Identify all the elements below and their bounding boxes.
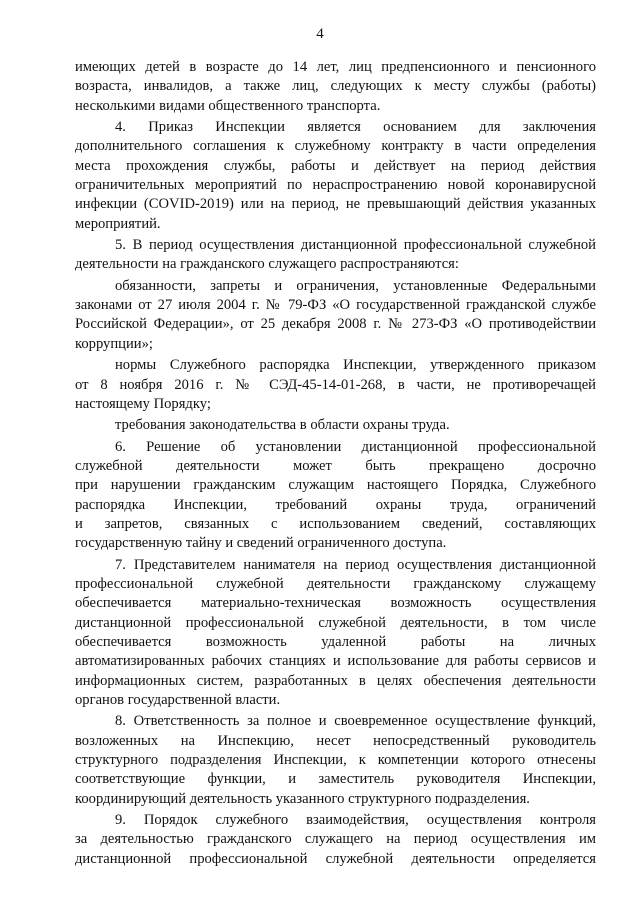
paragraph-line: 5. В период осуществления дистанционной профессиональной служебной — [115, 237, 596, 254]
paragraph-line: 6. Решение об установлении дистанционной профессиональной — [115, 438, 596, 455]
paragraph-line: возраста, инвалидов, а также лиц, следующих к месту службы (работы) — [75, 78, 596, 95]
paragraph-line: 4. Приказ Инспекции является основанием для заключения — [115, 119, 596, 136]
paragraph-line: инфекции (COVID-2019) или на период, не превышающий действия указанных — [75, 196, 596, 213]
paragraph-line: соответствующие функции, и заместитель руководителя Инспекции, — [75, 771, 596, 788]
paragraph-line: от 8 ноября 2016 г. № СЭД-45-14-01-268, в части, не противоречащей — [75, 376, 596, 393]
paragraph-line: при нарушении гражданским служащим настоящего Порядка, Служебного — [75, 477, 596, 494]
paragraph-line: государственную тайну и сведений ограниченного доступа. — [75, 535, 447, 552]
paragraph-line: профессиональной служебной деятельности гражданскому служащему — [75, 575, 596, 592]
paragraph-line: требования законодательства в области охраны труда. — [115, 417, 450, 434]
paragraph-line: органов государственной власти. — [75, 692, 281, 708]
paragraph-line: структурного подразделения Инспекции, к компетенции которого отнесены — [75, 752, 596, 769]
paragraph-line: координирующий деятельность указанного структурного подразделения. — [75, 790, 530, 807]
paragraph-line: законами от 27 июля 2004 г. № 79-ФЗ «О государственной гражданской службе — [75, 297, 596, 314]
paragraph-line: Российской Федерации», от 25 декабря 2008 г. № 273-ФЗ «О противодействии — [75, 316, 596, 333]
paragraph-line: дистанционной профессиональной служебной деятельности, в том числе — [75, 614, 596, 631]
paragraph-line: деятельности на гражданского служащего распространяются: — [75, 256, 459, 273]
paragraph-line: обеспечивается возможность удаленной работы на личных — [75, 633, 596, 650]
document-body — [75, 58, 596, 869]
page-number: 4 — [316, 26, 324, 42]
paragraph-line: служебной деятельности может быть прекращено досрочно — [75, 457, 596, 474]
paragraph-line: настоящему Порядку; — [75, 395, 211, 412]
paragraph-line: места прохождения службы, работы и действует на период действия — [75, 157, 596, 174]
paragraph-line: за деятельностью гражданского служащего на период осуществления им — [75, 831, 596, 848]
paragraph-line: распорядка Инспекции, требований охраны труда, ограничений — [75, 496, 596, 513]
paragraph-line: ограничительных мероприятий по нераспространению новой коронавирусной — [75, 177, 596, 194]
paragraph-line: дистанционной профессиональной служебной деятельности определяется — [75, 850, 596, 867]
paragraph-line: несколькими видами общественного транспорта. — [75, 97, 381, 114]
paragraph-line: нормы Служебного распорядка Инспекции, утвержденного приказом — [115, 357, 596, 374]
paragraph-line: 7. Представителем нанимателя на период осуществления дистанционной — [115, 556, 596, 573]
paragraph-line: возложенных на Инспекцию, несет непосредственный руководитель — [75, 732, 596, 749]
paragraph-line: обязанности, запреты и ограничения, установленные Федеральными — [115, 277, 596, 294]
paragraph-line: коррупции»; — [75, 335, 153, 352]
paragraph-line: обеспечивается материально-техническая возможность осуществления — [75, 595, 596, 612]
paragraph-line: мероприятий. — [75, 215, 161, 232]
paragraph-line: автоматизированных рабочих станциях и использование для работы сервисов и — [75, 653, 596, 670]
paragraph-line: и запретов, связанных с использованием сведений, составляющих — [75, 515, 596, 532]
paragraph-line: 9. Порядок служебного взаимодействия, осуществления контроля — [115, 812, 596, 829]
paragraph-line: информационных систем, разработанных в целях обеспечения деятельности — [75, 672, 596, 689]
paragraph-line: дополнительного соглашения к служебному контракту в части определения — [75, 138, 596, 155]
paragraph-line: 8. Ответственность за полное и своевременное осуществление функций, — [115, 713, 596, 730]
paragraph-line: имеющих детей в возрасте до 14 лет, лиц предпенсионного и пенсионного — [75, 59, 596, 75]
